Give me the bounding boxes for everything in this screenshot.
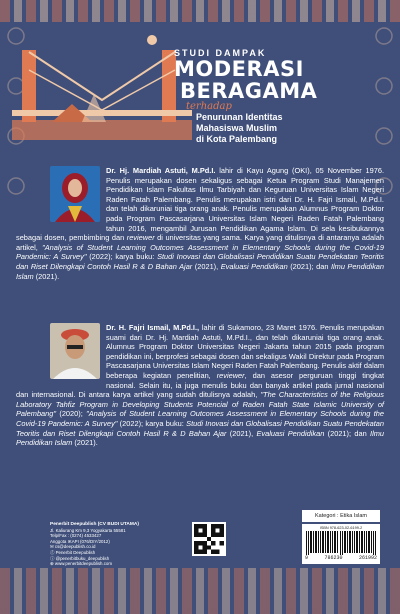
author-1-book-1: Studi Inovasi dan Globalisasi Pendidikan Suatu Pendekatan Teoritis dan Riset Dilengkapi Contoh Hasil R & D Bahan Ajar <box>16 252 385 271</box>
subtitle-line-3: di Kota Palembang <box>196 134 278 144</box>
isbn-barcode <box>302 524 380 564</box>
title-connector: terhadap <box>186 101 232 112</box>
title-line-1: MODERASI <box>174 57 304 81</box>
title-block <box>174 48 374 145</box>
publisher-web: ⊕ www.penerbitdeepublish.com <box>50 561 113 567</box>
author-1-text-2: di universitas yang sama. Karya yang ditulisnya di antaranya adalah artikel, <box>16 233 384 252</box>
author-2-book-3: Ilmu Pendidikan Islam <box>16 428 384 448</box>
author-2-name: Dr. H. Fajri Ismail, M.Pd.I., <box>106 323 200 332</box>
publisher-email: ✉ cs@deepublish.co.id <box>50 544 96 550</box>
author-2-text-3: (2020); <box>56 409 87 419</box>
publisher-social-2: ⓘ @penerbitbuku_deepublish <box>50 555 110 561</box>
bottom-pattern-border <box>0 568 400 614</box>
publisher-address: Jl. Kaliurang Km 9,3 Yogyakarta 55581 <box>50 527 126 533</box>
author-1-text-1: lahir di Kayu Agung (OKI), 05 November 1976. Penulis merupakan dosen sekaligus sebagai Ketua Program Studi Manajemen Pendidikan Islam Fakultas Ilmu Tarbiyah dan Keguruan Universitas Islam Negeri Raden Fatah Palembang. Penulis merupakan istri dari Dr. H. Fajri Ismail, M.Pd.I. dan telah dikaruniai tiga orang anak. Penulis merupakan Alumnus Program Doktor pada Program Pascasarjana Universitas Islam Negeri Raden Fatah Palembang tahun 2016, mengambil Jurusan Pendidikan Agama Islam. Di sela kesibukannya sebagai dosen, pembimbing dan <box>16 166 384 243</box>
title-kicker: STUDI DAMPAK <box>174 48 267 58</box>
qr-code[interactable] <box>192 522 226 556</box>
author-2-text-4: (2022); karya buku: <box>117 418 187 428</box>
ampera-bridge-illustration <box>12 30 192 140</box>
author-1-article: "Analysis of Student Learning Outcomes Assessment in Elementary Schools during the Covid-19 Pandemic: A Survey" <box>16 242 384 262</box>
author-photo-2 <box>50 323 100 379</box>
author-2-article-2: "Analysis of Student Learning Outcomes Assessment in Elementary Schools during the Covid-19 Pandemic: A Survey" <box>16 409 384 428</box>
barcode-bars <box>305 531 377 555</box>
author-2-book-1: Studi Inovasi dan Globalisasi Pendidikan Suatu Pendekatan Teoritis dan Riset Dilengkapi Contoh Hasil R & D Bahan Ajar <box>16 418 384 438</box>
barcode-digits: 9 786230 261992 <box>305 555 377 561</box>
publisher-name: Penerbit Deepublish (CV BUDI UTAMA) <box>50 522 139 527</box>
author-2-text-6: (2021); dan <box>324 428 371 438</box>
category-label: Kategori : Etika Islam <box>302 510 380 522</box>
author-1-text-6: (2021). <box>33 271 60 281</box>
author-2-text-2: , dan asesor perguruan tinggi tingkat nasional. Selain itu, ia juga menulis buku dan banyak artikel pada jurnal nasional dan internasional. Di antara karya artikel yang sudah ditulisnya adalah, <box>16 370 385 400</box>
publisher-ikapi: Anggota IKAPI (076/DIY/2012) <box>50 538 110 544</box>
header <box>0 22 400 144</box>
author-1-reviewer: reviewer <box>126 233 155 243</box>
author-1-name: Dr. Hj. Mardiah Astuti, M.Pd.I. <box>106 166 216 175</box>
subtitle-line-2: Mahasiswa Muslim <box>196 123 278 133</box>
author-2-text-5: (2021), <box>226 428 257 438</box>
author-1-text-5: (2021); dan <box>287 261 331 271</box>
author-1-book-3: Ilmu Pendidikan Islam <box>16 261 385 281</box>
author-2-book-2: Evaluasi Pendidikan <box>256 428 325 438</box>
author-2-text-1: lahir di Sukamoro, 23 Maret 1976. Penulis merupakan suami dari Dr. Hj. Mardiah Astuti, M.Pd.I., dan telah dikaruniai tiga orang anak. Alumnus Program Doktor Universitas Negeri Jakarta tahun 2015 pada program pendidikan ini, berprofesi sebagai dosen dan sekaligus Wakil Direktur pada Program Pascasarjana Universitas Islam Negeri Raden Fatah Palembang. Penulis aktif dalam beberapa kegiatan penelitian, <box>106 323 384 380</box>
author-photo-1 <box>50 166 100 222</box>
author-1-text-4: (2021), <box>192 261 221 271</box>
subtitle-line-1: Penurunan Identitas <box>196 112 283 122</box>
author-1-book-2: Evaluasi Pendidikan <box>220 261 288 271</box>
publisher-info <box>50 522 190 567</box>
publisher-social-1: ⓕ Penerbit Deepublish <box>50 549 96 555</box>
author-bio-2 <box>16 323 384 448</box>
title-line-2: BERAGAMA <box>180 79 318 103</box>
author-2-article-1: "The Characteristics of the Religious Laboratory Tahfiz Program in Developing Students Potencial of Raden Fatah State Islamic University of Palembang" <box>16 390 384 419</box>
author-2-reviewer: reviewer <box>216 370 245 380</box>
author-1-text-3: (2022); karya buku: <box>86 252 158 262</box>
publisher-phone: Telp/Fax : (0274) 4533427 <box>50 533 102 539</box>
top-pattern-border <box>0 0 400 22</box>
isbn-text: ISBN 978-623-02-6199-2 <box>319 526 363 530</box>
author-2-text-7: (2021). <box>72 438 98 448</box>
author-bio-1 <box>16 166 384 281</box>
